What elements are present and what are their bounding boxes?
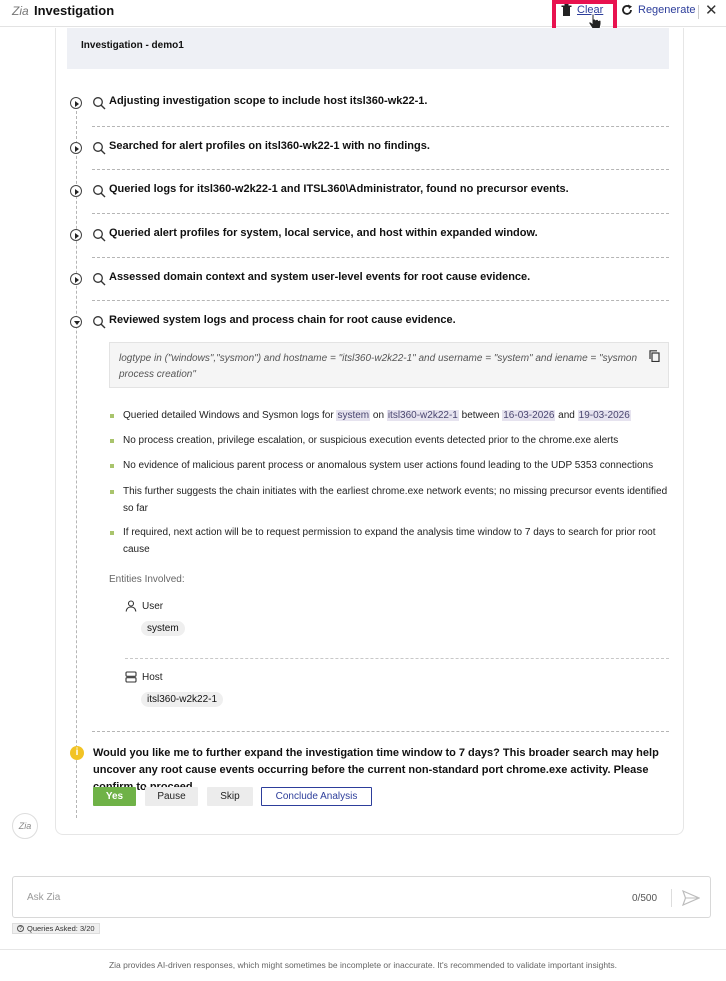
clear-label: Clear	[577, 4, 604, 16]
bullet-icon	[110, 439, 114, 443]
step-text: Queried alert profiles for system, local service, and host within expanded window.	[109, 227, 538, 239]
highlight-chip: 19-03-2026	[578, 410, 630, 421]
server-icon	[125, 671, 137, 683]
ask-input[interactable]	[27, 889, 427, 905]
panel-title: Investigation	[34, 3, 115, 18]
search-icon	[92, 315, 106, 329]
bullet-icon	[110, 490, 114, 494]
zia-logo-icon: Zia	[12, 4, 29, 18]
list-item	[109, 408, 669, 425]
regenerate-label: Regenerate	[638, 4, 696, 16]
footer-divider	[0, 949, 726, 950]
regenerate-button[interactable]	[621, 4, 696, 16]
bullet-icon	[110, 414, 114, 418]
send-icon[interactable]	[682, 890, 700, 906]
copy-icon[interactable]	[649, 350, 660, 362]
bullet-text: between	[461, 410, 500, 421]
entity-type	[125, 600, 163, 612]
query-block	[109, 342, 669, 388]
step-item[interactable]	[70, 183, 670, 199]
step-text: Adjusting investigation scope to include host itsl360-wk22-1.	[109, 95, 428, 107]
expand-toggle-icon[interactable]	[70, 142, 82, 154]
entity-type-label: User	[142, 600, 164, 612]
expand-toggle-icon[interactable]	[70, 229, 82, 241]
list-item	[109, 433, 669, 450]
collapse-toggle-icon[interactable]	[70, 316, 82, 328]
refresh-icon	[621, 4, 633, 16]
step-divider	[92, 213, 669, 214]
list-item	[109, 458, 669, 475]
search-icon	[92, 228, 106, 242]
disclaimer-text: Zia provides AI-driven responses, which might sometimes be incomplete or inaccurate. It's recommended to validate important insights.	[108, 960, 618, 970]
pause-button[interactable]: Pause	[145, 787, 198, 806]
queries-text: Queries Asked: 3/20	[27, 923, 95, 933]
highlight-chip: system	[337, 410, 370, 421]
conclude-analysis-button[interactable]: Conclude Analysis	[261, 787, 372, 806]
entity-type-label: Host	[142, 671, 163, 683]
step-divider	[92, 169, 669, 170]
search-icon	[92, 96, 106, 110]
entity-chip[interactable]: system	[141, 621, 185, 636]
step-text: Reviewed system logs and process chain for root cause evidence.	[109, 314, 456, 326]
step-item[interactable]	[70, 227, 670, 243]
ask-bar	[12, 876, 711, 918]
highlight-chip: itsl360-w2k22-1	[387, 410, 458, 421]
search-icon	[92, 272, 106, 286]
prompt-text: Would you like me to further expand the investigation time window to 7 days? This broader search may help uncover any root cause events occurring before the current non-standard port chrome.exe activity. Please to	[93, 747, 659, 793]
step-item[interactable]	[70, 95, 670, 111]
bullet-icon	[110, 464, 114, 468]
section-divider	[92, 731, 669, 732]
bullet-text: No evidence of malicious parent process or anomalous system user actions found leading to the UDP 5353 connections	[123, 460, 654, 471]
zia-avatar: Zia	[12, 813, 38, 839]
timeline-line	[76, 106, 77, 818]
investigation-header	[67, 28, 669, 69]
bullet-text: on	[372, 410, 385, 421]
search-icon	[92, 141, 106, 155]
expand-toggle-icon[interactable]	[70, 97, 82, 109]
expand-toggle-icon[interactable]	[70, 273, 82, 285]
step-divider	[92, 257, 669, 258]
step-text: Searched for alert profiles on itsl360-wk22-1 with no findings.	[109, 140, 430, 152]
entity-chip[interactable]: itsl360-w2k22-1	[141, 692, 223, 707]
step-item[interactable]	[70, 271, 670, 287]
header-divider	[698, 5, 699, 19]
step-item-expanded[interactable]	[70, 314, 670, 330]
info-icon: i	[70, 746, 84, 760]
list-item	[109, 525, 669, 558]
bullet-text: No process creation, privilege escalation, or suspicious execution events detected prior to the chrome.exe alerts	[123, 435, 619, 446]
skip-button[interactable]: Skip	[207, 787, 253, 806]
step-text: Assessed domain context and system user-level events for root cause evidence.	[109, 271, 531, 283]
investigation-title: Investigation - demo1	[81, 40, 184, 51]
entity-type	[125, 671, 163, 683]
highlight-chip: 16-03-2026	[503, 410, 555, 421]
bullet-text: This further suggests the chain initiates with the earliest chrome.exe network events; no missing precursor events identified so far	[123, 486, 668, 514]
step-divider	[92, 126, 669, 127]
query-line: process creation"	[119, 369, 196, 380]
search-icon	[92, 184, 106, 198]
expand-toggle-icon[interactable]	[70, 185, 82, 197]
entity-divider	[125, 658, 669, 659]
queries-badge	[12, 923, 100, 934]
bullet-text: Queried detailed Windows and Sysmon logs for	[123, 410, 334, 421]
step-text: Queried logs for itsl360-w2k22-1 and ITSL360\Administrator, found no precursor events.	[109, 183, 569, 195]
bullet-text: and	[558, 410, 575, 421]
entities-label: Entities Involved:	[109, 574, 185, 585]
yes-button[interactable]: Yes	[93, 787, 136, 806]
char-counter: 0/500	[632, 893, 658, 904]
bullet-icon	[110, 531, 114, 535]
close-icon[interactable]: ✕	[705, 2, 718, 19]
query-line: logtype in ("windows","sysmon") and hostname = "itsl360-w2k22-1" and username = "system" and iename = "sysmon	[119, 353, 638, 364]
question-icon: ?	[17, 925, 24, 932]
step-item[interactable]	[70, 140, 670, 156]
user-icon	[125, 600, 137, 612]
panel-header	[0, 0, 726, 27]
query-text	[119, 351, 639, 383]
bullet-text: If required, next action will be to request permission to expand the analysis time window to 7 days to search for prior root cause	[123, 527, 656, 555]
list-item	[109, 484, 669, 517]
ask-divider	[671, 889, 672, 907]
step-divider	[92, 300, 669, 301]
